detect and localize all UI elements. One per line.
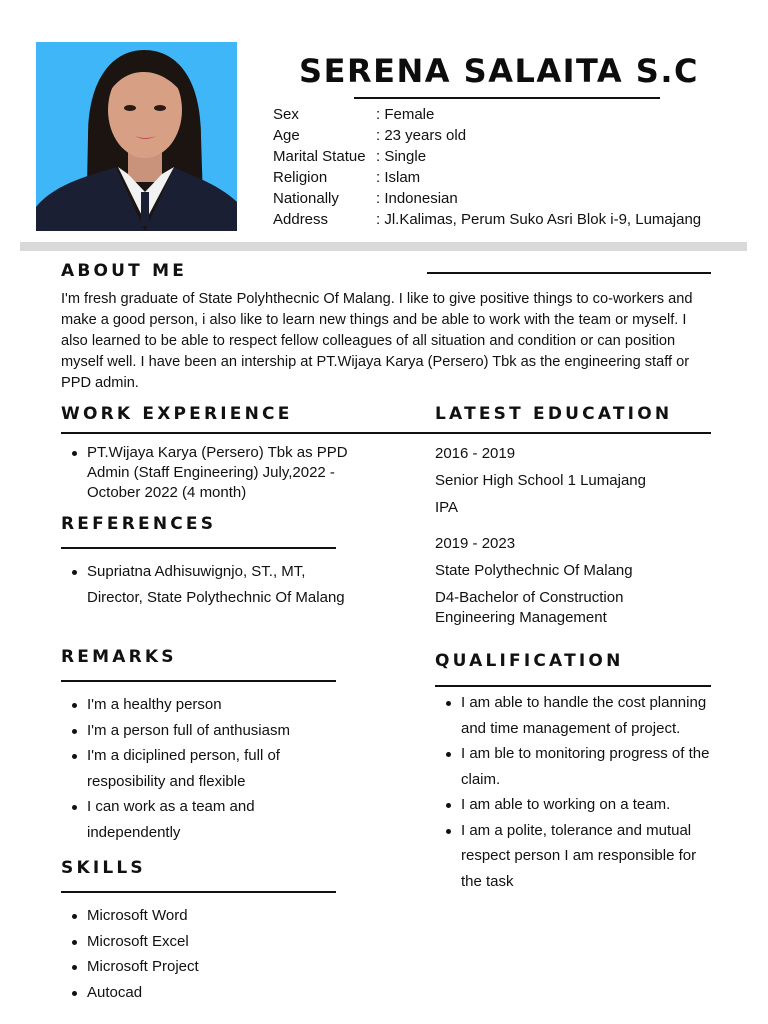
education-major-line1: D4-Bachelor of Construction: [435, 589, 624, 606]
remarks-rule: [61, 680, 336, 682]
info-row-sex: [273, 104, 701, 125]
info-value: : Jl.Kalimas, Perum Suko Asri Blok i-9, Lumajang: [376, 211, 702, 228]
references-list: [61, 559, 351, 610]
info-label: Marital Statue: [273, 148, 366, 165]
list-item: Microsoft Project: [61, 954, 321, 980]
list-item: I can work as a team and independently: [61, 794, 321, 845]
education-years: 2019 - 2023: [435, 535, 516, 552]
education-major: IPA: [435, 499, 459, 516]
list-item: I am able to handle the cost planning and time management of project.: [435, 690, 720, 741]
info-value: : Indonesian: [376, 190, 458, 207]
info-row-age: [273, 125, 701, 146]
skills-rule: [61, 891, 336, 893]
qualification-heading: QUALIFICATION: [435, 651, 624, 671]
skills-list: [61, 903, 321, 1005]
info-row-address: [273, 209, 701, 230]
section-rule: [61, 432, 711, 434]
info-value: : 23 years old: [376, 127, 467, 144]
work-experience-list: [61, 443, 391, 503]
info-value: : Islam: [376, 169, 421, 186]
info-row-religion: [273, 167, 701, 188]
info-label: Age: [273, 127, 300, 144]
profile-photo: [36, 42, 237, 231]
list-item: Supriatna Adhisuwignjo, ST., MT, Director, State Polythechnic Of Malang: [61, 559, 351, 610]
references-rule: [61, 547, 336, 549]
list-item: I am ble to monitoring progress of the claim.: [435, 741, 720, 792]
info-value: : Single: [376, 148, 427, 165]
remarks-list: [61, 692, 321, 845]
about-rule: [427, 272, 711, 274]
qualification-rule: [435, 685, 711, 687]
skills-heading: SKILLS: [61, 858, 146, 878]
info-label: Religion: [273, 169, 328, 186]
list-item: Autocad: [61, 980, 321, 1006]
candidate-name: SERENA SALAITA S.C: [299, 52, 699, 90]
info-label: Sex: [273, 106, 299, 123]
name-underline: [354, 97, 660, 99]
education-school: State Polythechnic Of Malang: [435, 562, 633, 579]
list-item: PT.Wijaya Karya (Persero) Tbk as PPD Admin (Staff Engineering) July,2022 - October 2022 (4 month): [61, 443, 391, 503]
list-item: I'm a diciplined person, full of resposibility and flexible: [61, 743, 321, 794]
list-item: Microsoft Excel: [61, 929, 321, 955]
info-label: Address: [273, 211, 329, 228]
remarks-heading: REMARKS: [61, 647, 177, 667]
personal-info: [273, 104, 701, 230]
about-text: I'm fresh graduate of State Polyhthecnic Of Malang. I like to give positive things to co-workers and make a good person, i also like to learn new things and be able to work with the team or myself. I also learned to be able to respect fellow colleagues of all situation and condition or can position myself well. I have been an intership at PT.Wijaya Karya (Persero) Tbk as the engineering staff or PPD admin.: [61, 291, 693, 391]
info-value: : Female: [376, 106, 435, 123]
work-experience-heading: WORK EXPERIENCE: [61, 404, 293, 424]
info-row-nationality: [273, 188, 701, 209]
list-item: Microsoft Word: [61, 903, 321, 929]
about-heading: ABOUT ME: [61, 261, 188, 281]
list-item: I'm a healthy person: [61, 692, 321, 718]
header-divider-band: [20, 242, 747, 251]
qualification-list: [435, 690, 720, 894]
education-years: 2016 - 2019: [435, 445, 516, 462]
education-major-line2: Engineering Management: [435, 609, 607, 626]
info-row-marital-status: [273, 146, 701, 167]
education-heading: LATEST EDUCATION: [435, 404, 673, 424]
list-item: I am a polite, tolerance and mutual respect person I am responsible for the task: [435, 818, 720, 895]
info-label: Nationally: [273, 190, 339, 207]
references-heading: REFERENCES: [61, 514, 217, 534]
list-item: I'm a person full of anthusiasm: [61, 718, 321, 744]
education-school: Senior High School 1 Lumajang: [435, 472, 646, 489]
list-item: I am able to working on a team.: [435, 792, 720, 818]
